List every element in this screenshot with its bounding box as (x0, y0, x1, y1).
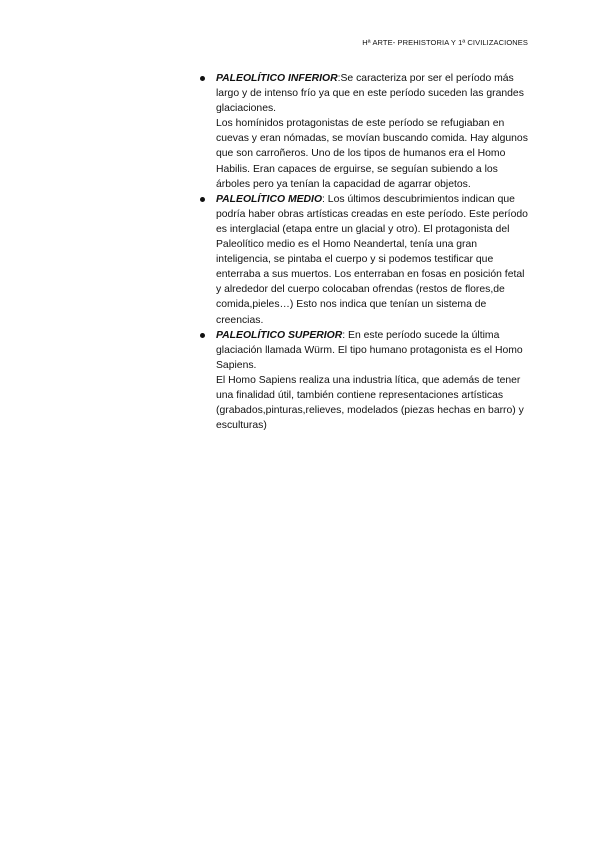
section-title: PALEOLÍTICO INFERIOR (216, 73, 338, 84)
section-paragraph (216, 192, 530, 328)
section-paleolitico-superior (198, 328, 530, 434)
bullet-icon (200, 76, 205, 81)
bullet-icon (200, 333, 205, 338)
page-header: Hª ARTE- PREHISTORIA Y 1ª CIVILIZACIONES (362, 38, 528, 47)
section-lead: : Los últimos descubrimientos indican que podría haber obras artísticas creadas en este período. Este período es interglacial (etapa entre un glacial y otro). El protagonista del Paleolítico medio es el Homo Neandertal, tenía una gran inteligencia, se pintaba el cuerpo y si podemos testificar que enterraba a sus muertos. Los enterraban en fosas en posición fetal y alrededor del cuerpo colocaban ofrendas (restos de flores,de comida,pieles…) Esto nos indica que tenían un sistema de creencias. (216, 193, 528, 326)
section-title: PALEOLÍTICO MEDIO (216, 193, 323, 205)
section-paleolitico-inferior (198, 71, 530, 192)
bullet-icon (200, 197, 205, 202)
section-lead: :Se caracteriza por ser el período más largo y de intenso frío ya que en este período suceden las grandes glaciaciones. (216, 73, 524, 115)
section-body: Los homínidos protagonistas de este período se refugiaban en cuevas y eran nómadas, se movían buscando comida. Hay algunos que son carroñeros. Uno de los tipos de humanos era el Homo Habilis. Eran capaces de erguirse, se seguían subiendo a los árboles pero ya tenían la capacidad de agarrar objetos. (216, 118, 528, 190)
section-lead: : En este período sucede la última glaciación llamada Würm. El tipo humano protagonista es el Homo Sapiens. (216, 329, 523, 371)
section-paragraph (216, 71, 530, 116)
section-paragraph (216, 328, 530, 373)
section-body: El Homo Sapiens realiza una industria lítica, que además de tener una finalidad útil, también contiene representaciones artísticas (grabados,pinturas,relieves, modelados (piezas hechas en barro) y esculturas) (216, 374, 524, 432)
section-title: PALEOLÍTICO SUPERIOR (216, 329, 343, 341)
document-body (198, 71, 530, 433)
section-paleolitico-medio (198, 192, 530, 328)
